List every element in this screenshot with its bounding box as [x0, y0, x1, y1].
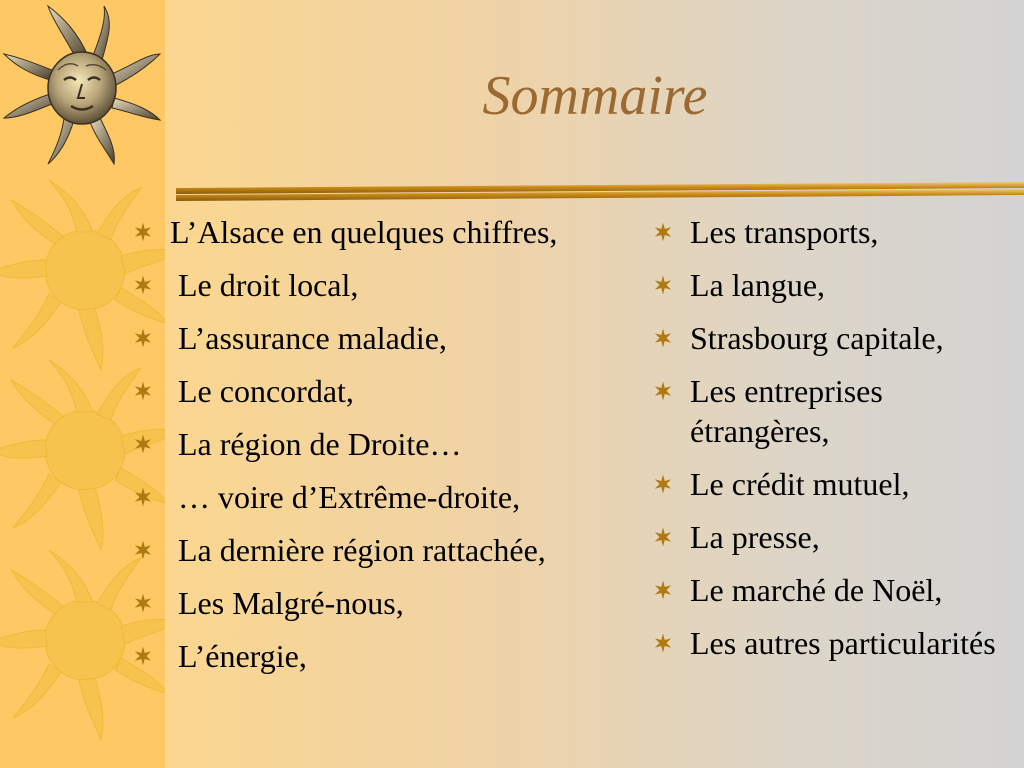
sun-face-icon	[4, 6, 160, 164]
list-item-text: Les entreprises étrangères,	[690, 373, 891, 449]
list-item	[133, 265, 653, 305]
list-item	[133, 530, 653, 570]
list-item	[133, 212, 653, 252]
left-bullet-list	[133, 212, 653, 689]
star-bullet-icon	[133, 424, 163, 464]
list-item	[653, 570, 1023, 610]
star-bullet-icon	[653, 318, 683, 358]
list-item-text: La langue,	[690, 267, 826, 303]
list-item	[653, 464, 1023, 504]
list-item	[133, 424, 653, 464]
list-item	[133, 371, 653, 411]
list-item-text: Le crédit mutuel,	[690, 466, 910, 502]
list-item-text: La presse,	[690, 519, 820, 555]
star-bullet-icon	[653, 623, 683, 663]
list-item-text: Les Malgré-nous,	[170, 585, 404, 621]
list-item-text: … voire d’Extrême-droite,	[170, 479, 521, 515]
star-bullet-icon	[133, 212, 163, 252]
list-item-text: L’énergie,	[170, 638, 307, 674]
list-item-text: Strasbourg capitale,	[690, 320, 944, 356]
list-item	[653, 318, 1023, 358]
list-item-text: Le concordat,	[170, 373, 354, 409]
right-bullet-list	[653, 212, 1023, 676]
star-bullet-icon	[133, 265, 163, 305]
star-bullet-icon	[653, 464, 683, 504]
list-item-text: La dernière région rattachée,	[170, 532, 546, 568]
star-bullet-icon	[133, 583, 163, 623]
star-bullet-icon	[653, 265, 683, 305]
star-bullet-icon	[653, 212, 683, 252]
list-item	[133, 636, 653, 676]
list-item-text: Les transports,	[690, 214, 879, 250]
star-bullet-icon	[133, 371, 163, 411]
star-bullet-icon	[653, 371, 683, 411]
list-item	[653, 371, 1023, 451]
slide-title: Sommaire	[482, 65, 708, 127]
star-bullet-icon	[653, 570, 683, 610]
list-item	[653, 212, 1023, 252]
list-item	[653, 517, 1023, 557]
star-bullet-icon	[653, 517, 683, 557]
star-bullet-icon	[133, 636, 163, 676]
list-item	[653, 623, 1023, 663]
list-item	[653, 265, 1023, 305]
list-item-text: L’assurance maladie,	[170, 320, 447, 356]
list-item-text: Le droit local,	[170, 267, 359, 303]
star-bullet-icon	[133, 477, 163, 517]
list-item	[133, 583, 653, 623]
list-item	[133, 477, 653, 517]
list-item-text: La région de Droite…	[170, 426, 462, 462]
title-underline-rule	[176, 179, 1024, 205]
star-bullet-icon	[133, 530, 163, 570]
list-item	[133, 318, 653, 358]
list-item-text: Les autres particularités	[690, 625, 996, 661]
list-item-text: Le marché de Noël,	[690, 572, 943, 608]
star-bullet-icon	[133, 318, 163, 358]
list-item-text: L’Alsace en quelques chiffres,	[170, 214, 558, 250]
